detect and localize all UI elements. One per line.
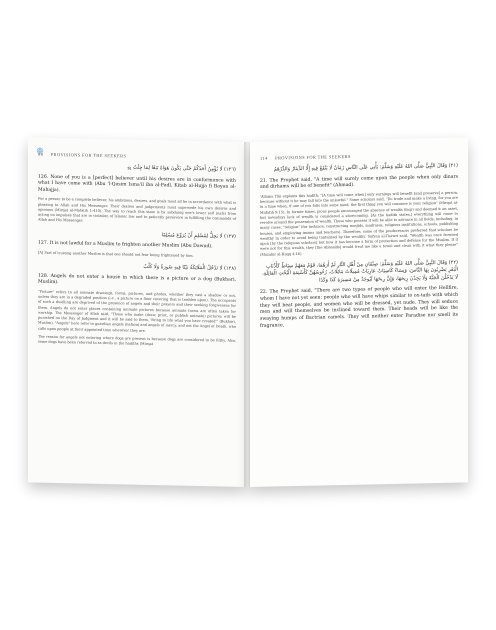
running-title: PROVISIONS FOR THE SEEKERS xyxy=(50,151,127,159)
hadith-list xyxy=(38,163,236,350)
page-header xyxy=(38,152,236,161)
hadith-translation: 128. Angels do not enter a house in which there is a picture or a dog (Bukhari, Muslim). xyxy=(38,273,236,286)
hadith-list xyxy=(260,163,458,330)
hadith-translation: 126. None of you is a [perfect] believer until his desires are in conformance with what I have come with (Abu 'l-Qasim Isma'il ibn al-Fadl, Kitab al-Hujja fi Bayan al-Mahajja). xyxy=(38,174,236,193)
arabic-text: (٢٢) وَقَالَ النَّبِيُّ صَلَّى اللهُ عَلَيْهِ وَسَلَّمَ: صِنْفَانِ مِنْ أَهْلِ النَّارِ لَمْ أَرَهُمَا، قَوْمٌ مَعَهُمْ سِيَاطٌ كَأَذْنَابِ الْبَقَرِ يَضْرِبُونَ بِهَا النَّاسَ، وَنِسَاءٌ كَاسِيَاتٌ عَارِيَاتٌ مُمِيلَاتٌ مَائِلَاتٌ، رُءُوسُهُنَّ كَأَسْنِمَةِ الْبُخْتِ الْمَائِلَةِ، لَا يَدْخُلْنَ الْجَنَّةَ وَلَا يَجِدْنَ رِيحَهَا، وَإِنَّ رِيحَهَا لَيُوجَدُ مِنْ مَسِيرَةِ كَذَا وَكَذَا xyxy=(262,259,458,284)
commentary-paragraph: 'Allama Tibi explains this hadith: "[A time will come when] only earnings will benefit [and preserve] a person, because without it he may fall into the unlawful." Some scholars said, "Do trade and make a living, for you are in a time when, if one of you falls into some need, the first thing you will consume is your religion" (Mirqat al-Mafatih 9:15). In former times, pious people encouraged the absence of wealth (faqr) and deemed it an asset, but nowadays lack of wealth is considered a shortcoming. [As the hadith states,] everything will come to revolve around the possession of wealth. Those who possess it will be able to advance in all fields, including, in many cases, "religion" (for instance, constructing masjids, madrasas, religious institutions, schools, publishing houses, and employing imams and teachers). Therefore, some of the predecessors preferred that scholars be wealthy in order to avoid being tantalized by the wealthy. Sufyan al-Thawri said, "Wealth was once frowned upon [by the religious scholars] but now it has become a form of protection and defense for the Muslim. If it were not for this wealth, they [the Abbasids] would treat me like a towel and clean with it what they please" (Mazahir al-Haqq 4:16). xyxy=(260,190,458,257)
left-page-content xyxy=(38,152,236,481)
arabic-text: (١٢٨) لَا تَدْخُلُ الْمَلَائِكَةُ بَيْتًا فِيهِ صُورَةٌ وَلَا كَلْبٌ xyxy=(143,263,236,272)
arabic-text: (١٢٧) لَا يَحِلُّ لِمُسْلِمٍ أَنْ يُرَوِّعَ مُسْلِمًا xyxy=(161,231,236,240)
arabic-text: (٢١) وَقَالَ النَّبِيُّ صَلَّى اللهُ عَلَيْهِ وَسَلَّمَ: يَأْتِي عَلَى النَّاسِ زَمَانٌ لَا يَنْفَعُ فِيهِ إِلَّا الدِّينَارُ وَالدِّرْهَمُ xyxy=(273,162,458,173)
arabic-text: (١٢٦) لَا يُؤْمِنُ أَحَدُكُمْ حَتَّى يَكُونَ هَوَاهُ تَبَعًا لِمَا جِئْتُ بِهِ xyxy=(127,164,236,173)
left-page xyxy=(28,137,246,487)
commentary-paragraph: "Picture" refers to all animate drawings, forms, pictures, and photos, whether they cast a shadow or not, unless they are in a degraded position (i.e., a picture on a floor covering that is trodden upon). The occupants of such a dwelling are deprived of the presence of angels and their prayers and their seeking forgiveness for them. Angels do not enter places containing animate pictures because animate forms are often taken for worship. The Messenger of Allah said, "Those who make (draw, print, or publish animate) pictures will be punished on the Day of Judgment and it will be said to them, 'Bring to life what you have created'" (Bukhari, Muslim). "Angels" here refer to guardian angels (hafaza) and angels of mercy, and not the Angel of Death, who calls upon people at their appointed time wherever they are. xyxy=(38,289,236,333)
commentary-paragraph: [A] Part of trusting another Muslim is that one should not fear being frightened by him. xyxy=(38,250,194,258)
open-book xyxy=(28,142,468,487)
hadith-translation: 22. The Prophet said, "There are two types of people who will enter the Hellfire, whom I have not yet seen: people who will have whips similar to ox-tails with which they will beat people, and women who will be dressed, yet nude. They will seduce men and will themselves be inclined toward them. Their heads will be like the swaying humps of Bactrian camels. They will neither enter Paradise nor smell its fragrance, xyxy=(260,285,458,329)
hadith-translation: 127. It is not lawful for a Muslim to frighten another Muslim (Abu Dawud). xyxy=(38,240,213,250)
page-number: 114 xyxy=(260,155,268,161)
right-page-content xyxy=(260,152,458,481)
commentary-paragraph: For a person to be a complete believer, his ambitions, desires, and goals must all be in accordance with what is pleasing to Allah and His Messenger. Their desires and judgements must supersede his own desires and opinions (Mirqat al-Mafatih 1:410). The way to reach this state is by subduing one's lower self (nafs) from acting on impulses that are in violation of Islamic law and to patiently persevere in fulfilling the commands of Allah and His Messenger. xyxy=(38,197,236,224)
commentary-paragraph: The reason for angels not entering where dogs are present is because dogs are considered to be filthy. Also, some dogs have been referred to as devils in the hadiths (Mirqat xyxy=(38,334,236,347)
right-page xyxy=(250,137,468,487)
hadith-translation: 21. The Prophet said, "A time will surely come upon the people when only dinars and dirhams will be of benefit" (Ahmad). xyxy=(260,174,458,190)
page-number: 88 xyxy=(38,151,44,157)
running-title: PROVISIONS FOR THE SEEKERS xyxy=(275,153,351,161)
page-header xyxy=(260,152,458,161)
